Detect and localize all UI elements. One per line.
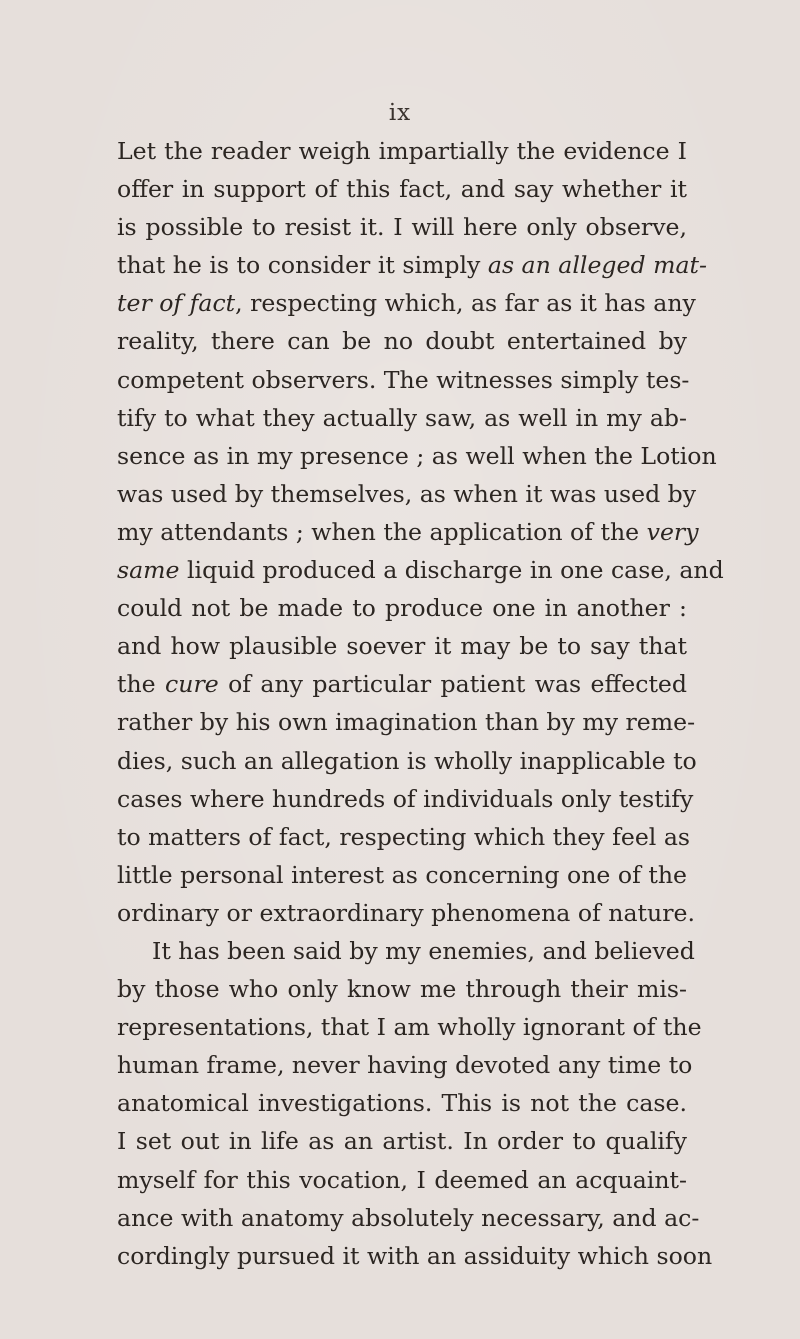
text-line bbox=[117, 742, 697, 780]
text-line bbox=[117, 284, 696, 322]
text-line bbox=[117, 589, 687, 627]
text-line bbox=[117, 1122, 687, 1160]
text-line bbox=[117, 1237, 713, 1275]
text-segment: liquid produced a discharge in one case, and bbox=[179, 556, 724, 585]
text-line bbox=[117, 322, 687, 360]
text-segment: was used by themselves, as when it was used by bbox=[117, 479, 697, 508]
text-segment: by those who only know me through their mis- bbox=[117, 975, 687, 1004]
text-segment: rather by his own imagination than by my reme- bbox=[117, 708, 696, 737]
text-line bbox=[117, 399, 687, 437]
text-line bbox=[117, 703, 696, 741]
page-number: ix bbox=[388, 100, 412, 126]
text-segment: tify to what they actually saw, as well in my ab- bbox=[117, 403, 687, 432]
text-segment: competent observers. The witnesses simply tes- bbox=[117, 365, 690, 394]
text-segment: offer in support of this fact, and say whether it bbox=[117, 175, 687, 204]
text-line bbox=[117, 932, 695, 970]
text-line bbox=[117, 437, 717, 475]
text-line bbox=[117, 665, 687, 703]
text-segment: of any particular patient was effected bbox=[218, 670, 687, 699]
body-text bbox=[117, 132, 724, 1275]
text-segment: to matters of fact, respecting which they feel as bbox=[117, 822, 691, 851]
text-line bbox=[117, 970, 687, 1008]
text-segment: cases where hundreds of individuals only testify bbox=[117, 784, 694, 813]
text-segment: that he is to consider it simply bbox=[117, 251, 488, 280]
text-line bbox=[117, 513, 699, 551]
text-segment: reality, there can be no doubt entertained by bbox=[117, 327, 687, 356]
text-segment: myself for this vocation, I deemed an acquaint- bbox=[117, 1165, 687, 1194]
text-segment: my attendants ; when the application of the bbox=[117, 517, 647, 546]
text-line bbox=[117, 246, 707, 284]
text-segment: is possible to resist it. I will here only observe, bbox=[117, 213, 687, 242]
text-line bbox=[117, 132, 687, 170]
text-line bbox=[117, 170, 687, 208]
text-segment: the bbox=[117, 670, 166, 699]
text-segment: ance with anatomy absolutely necessary, and ac- bbox=[117, 1203, 700, 1232]
text-line bbox=[117, 894, 695, 932]
text-segment: ordinary or extraordinary phenomena of nature. bbox=[117, 898, 695, 927]
text-segment: cordingly pursued it with an assiduity which soon bbox=[117, 1241, 713, 1270]
text-segment: dies, such an allegation is wholly inapplicable to bbox=[117, 746, 697, 775]
text-line bbox=[117, 1084, 687, 1122]
text-segment: representations, that I am wholly ignorant of the bbox=[117, 1013, 702, 1042]
text-line bbox=[117, 1046, 693, 1084]
text-segment: human frame, never having devoted any time to bbox=[117, 1051, 693, 1080]
text-line bbox=[117, 780, 694, 818]
italic-text: same bbox=[117, 556, 180, 585]
text-segment: sence as in my presence ; as well when the Lotion bbox=[117, 441, 717, 470]
text-segment: could not be made to produce one in another : bbox=[117, 594, 687, 623]
text-segment: anatomical investigations. This is not the case. bbox=[117, 1089, 687, 1118]
text-segment: and how plausible soever it may be to say that bbox=[117, 632, 687, 661]
text-line bbox=[117, 208, 687, 246]
text-segment: It has been said by my enemies, and believed bbox=[152, 936, 695, 965]
italic-text: cure bbox=[165, 670, 219, 699]
text-line bbox=[117, 856, 687, 894]
text-line bbox=[117, 1008, 702, 1046]
text-line bbox=[117, 361, 690, 399]
italic-text: very bbox=[646, 517, 699, 546]
text-line bbox=[117, 627, 687, 665]
text-segment: , respecting which, as far as it has any bbox=[235, 289, 696, 318]
text-line bbox=[117, 551, 724, 589]
italic-text: ter of fact bbox=[117, 289, 236, 318]
text-line bbox=[117, 1199, 700, 1237]
text-line bbox=[117, 818, 691, 856]
text-segment: I set out in life as an artist. In order to qualify bbox=[117, 1127, 687, 1156]
text-segment: Let the reader weigh impartially the evidence I bbox=[117, 137, 687, 165]
text-segment: little personal interest as concerning one of the bbox=[117, 860, 687, 889]
italic-text: as an alleged mat- bbox=[487, 251, 707, 280]
text-line bbox=[117, 1161, 687, 1199]
text-line bbox=[117, 475, 697, 513]
